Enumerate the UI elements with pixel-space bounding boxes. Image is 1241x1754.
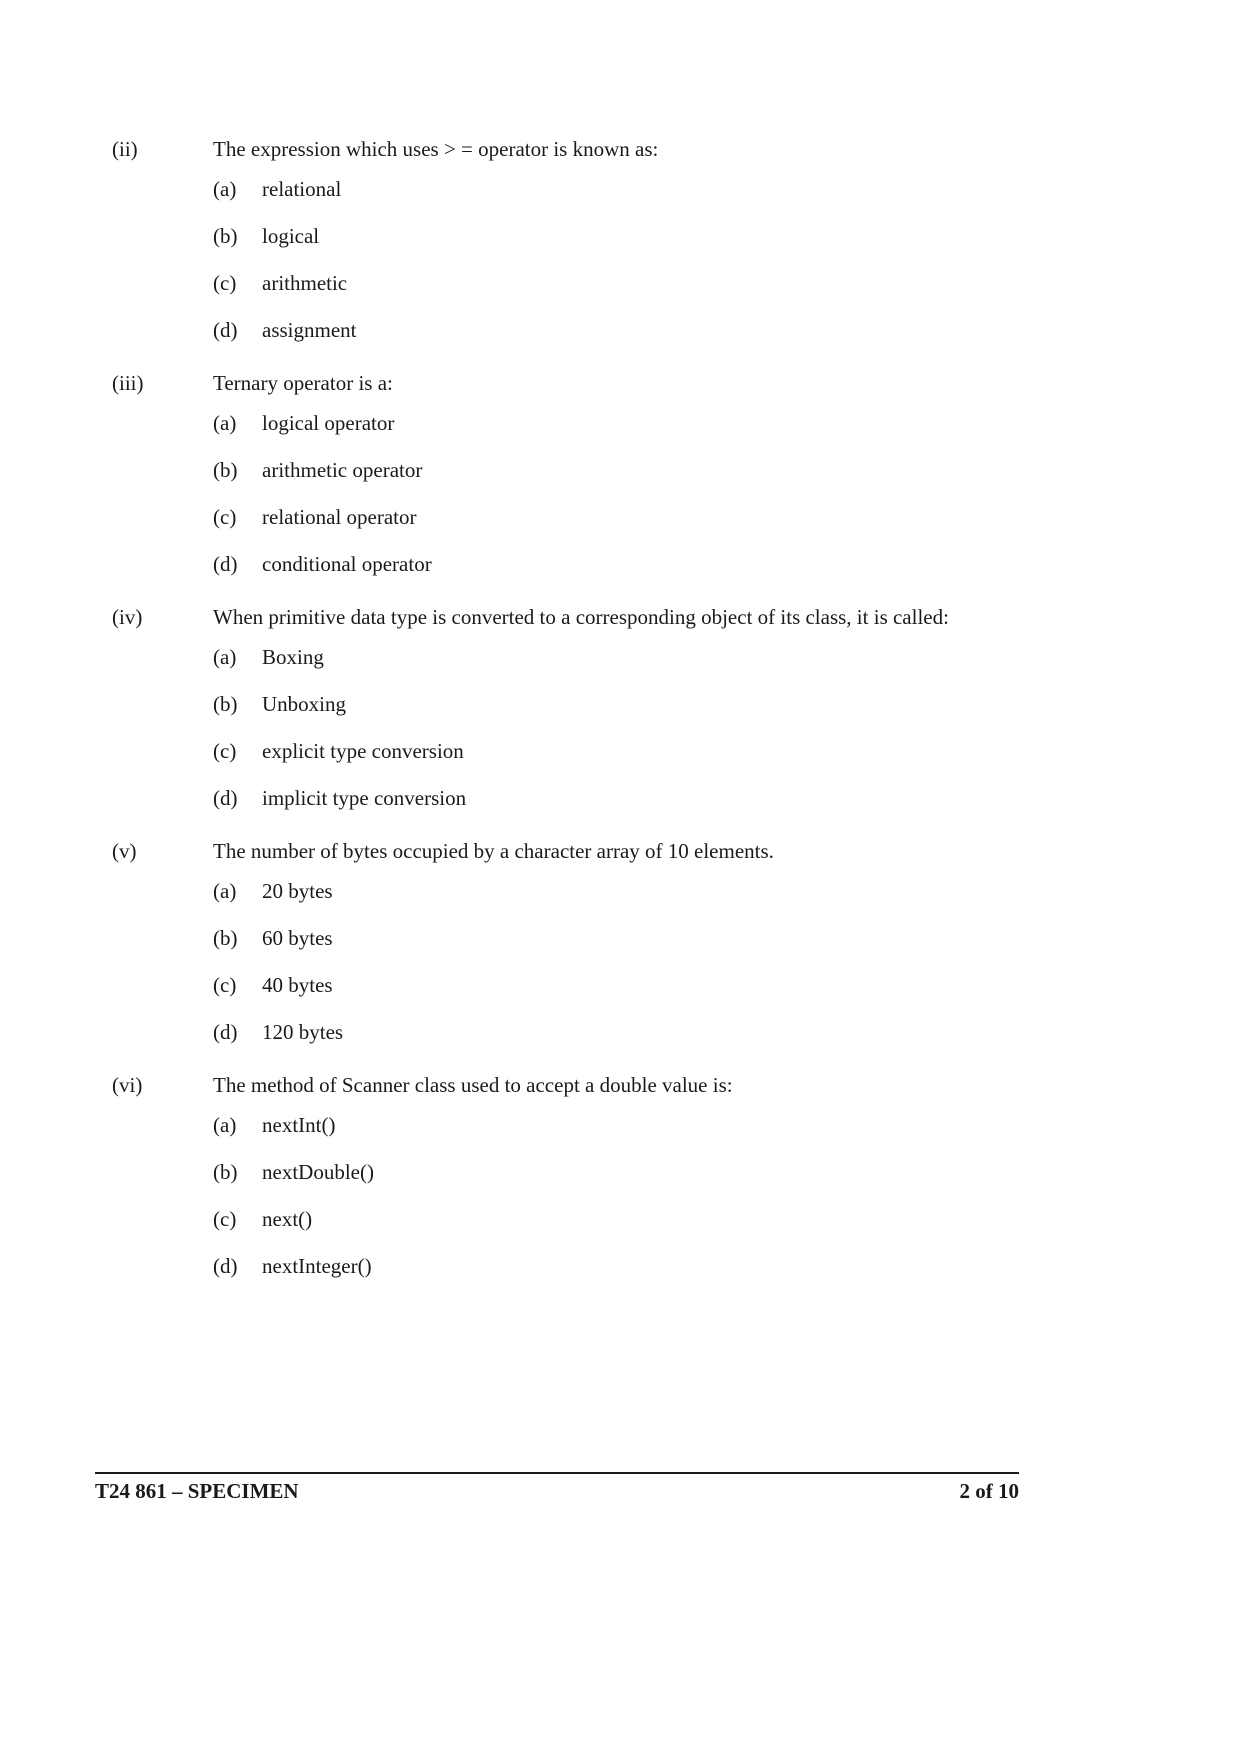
option-item bbox=[213, 410, 1062, 436]
option-item bbox=[213, 317, 1062, 343]
question-stem: When primitive data type is converted to a corresponding object of its class, it is called: bbox=[213, 605, 949, 629]
question-number: (iv) bbox=[112, 605, 143, 629]
options-list bbox=[213, 644, 1062, 811]
option-item bbox=[213, 457, 1062, 483]
option-text: conditional operator bbox=[262, 552, 432, 576]
question-list bbox=[112, 130, 1062, 1300]
option-letter: (c) bbox=[213, 1207, 237, 1231]
page-footer bbox=[95, 1472, 1019, 1504]
option-text: nextInt() bbox=[262, 1113, 336, 1137]
question-item bbox=[112, 598, 1062, 811]
question-number: (vi) bbox=[112, 1073, 143, 1097]
question-item bbox=[112, 364, 1062, 577]
question-number: (ii) bbox=[112, 137, 138, 161]
option-text: logical operator bbox=[262, 411, 395, 435]
option-letter: (b) bbox=[213, 692, 238, 716]
option-text: arithmetic operator bbox=[262, 458, 423, 482]
option-item bbox=[213, 785, 1062, 811]
option-item bbox=[213, 1159, 1062, 1185]
footer-document-code: T24 861 – SPECIMEN bbox=[95, 1479, 299, 1503]
question-header bbox=[112, 130, 1062, 168]
option-letter: (a) bbox=[213, 645, 237, 669]
option-letter: (c) bbox=[213, 739, 237, 763]
option-text: nextDouble() bbox=[262, 1160, 374, 1184]
option-text: 40 bytes bbox=[262, 973, 333, 997]
option-letter: (d) bbox=[213, 1254, 238, 1278]
option-letter: (d) bbox=[213, 552, 238, 576]
option-item bbox=[213, 691, 1062, 717]
option-item bbox=[213, 223, 1062, 249]
question-stem: The expression which uses > = operator is known as: bbox=[213, 137, 659, 161]
options-list bbox=[213, 410, 1062, 577]
option-text: next() bbox=[262, 1207, 313, 1231]
option-text: 60 bytes bbox=[262, 926, 333, 950]
question-header bbox=[112, 832, 1062, 870]
question-item bbox=[112, 832, 1062, 1045]
option-letter: (c) bbox=[213, 271, 237, 295]
option-item bbox=[213, 1253, 1062, 1279]
option-letter: (d) bbox=[213, 786, 238, 810]
option-text: logical bbox=[262, 224, 320, 248]
option-text: Unboxing bbox=[262, 692, 346, 716]
option-item bbox=[213, 972, 1062, 998]
option-letter: (b) bbox=[213, 224, 238, 248]
option-item bbox=[213, 176, 1062, 202]
option-letter: (b) bbox=[213, 926, 238, 950]
question-stem: Ternary operator is a: bbox=[213, 371, 393, 395]
option-text: 20 bytes bbox=[262, 879, 333, 903]
option-text: implicit type conversion bbox=[262, 786, 467, 810]
option-item bbox=[213, 1206, 1062, 1232]
question-header bbox=[112, 1066, 1062, 1104]
option-text: relational bbox=[262, 177, 342, 201]
options-list bbox=[213, 878, 1062, 1045]
options-list bbox=[213, 176, 1062, 343]
option-text: arithmetic bbox=[262, 271, 348, 295]
footer-page-number: 2 of 10 bbox=[959, 1479, 1019, 1503]
option-item bbox=[213, 1112, 1062, 1138]
option-text: explicit type conversion bbox=[262, 739, 464, 763]
question-stem: The method of Scanner class used to accept a double value is: bbox=[213, 1073, 733, 1097]
option-letter: (a) bbox=[213, 1113, 237, 1137]
option-item bbox=[213, 551, 1062, 577]
option-letter: (c) bbox=[213, 505, 237, 529]
question-number: (iii) bbox=[112, 371, 144, 395]
option-letter: (b) bbox=[213, 1160, 238, 1184]
option-item bbox=[213, 504, 1062, 530]
option-item bbox=[213, 270, 1062, 296]
question-number: (v) bbox=[112, 839, 137, 863]
option-text: Boxing bbox=[262, 645, 324, 669]
option-letter: (a) bbox=[213, 177, 237, 201]
question-item bbox=[112, 1066, 1062, 1279]
option-letter: (d) bbox=[213, 318, 238, 342]
option-item bbox=[213, 878, 1062, 904]
option-text: nextInteger() bbox=[262, 1254, 372, 1278]
question-stem: The number of bytes occupied by a character array of 10 elements. bbox=[213, 839, 774, 863]
question-header bbox=[112, 364, 1062, 402]
option-letter: (d) bbox=[213, 1020, 238, 1044]
option-item bbox=[213, 925, 1062, 951]
option-letter: (c) bbox=[213, 973, 237, 997]
option-letter: (a) bbox=[213, 879, 237, 903]
options-list bbox=[213, 1112, 1062, 1279]
option-item bbox=[213, 644, 1062, 670]
option-text: relational operator bbox=[262, 505, 417, 529]
option-item bbox=[213, 738, 1062, 764]
option-letter: (a) bbox=[213, 411, 237, 435]
option-letter: (b) bbox=[213, 458, 238, 482]
option-text: assignment bbox=[262, 318, 357, 342]
option-text: 120 bytes bbox=[262, 1020, 344, 1044]
question-header bbox=[112, 598, 1062, 636]
option-item bbox=[213, 1019, 1062, 1045]
question-item bbox=[112, 130, 1062, 343]
